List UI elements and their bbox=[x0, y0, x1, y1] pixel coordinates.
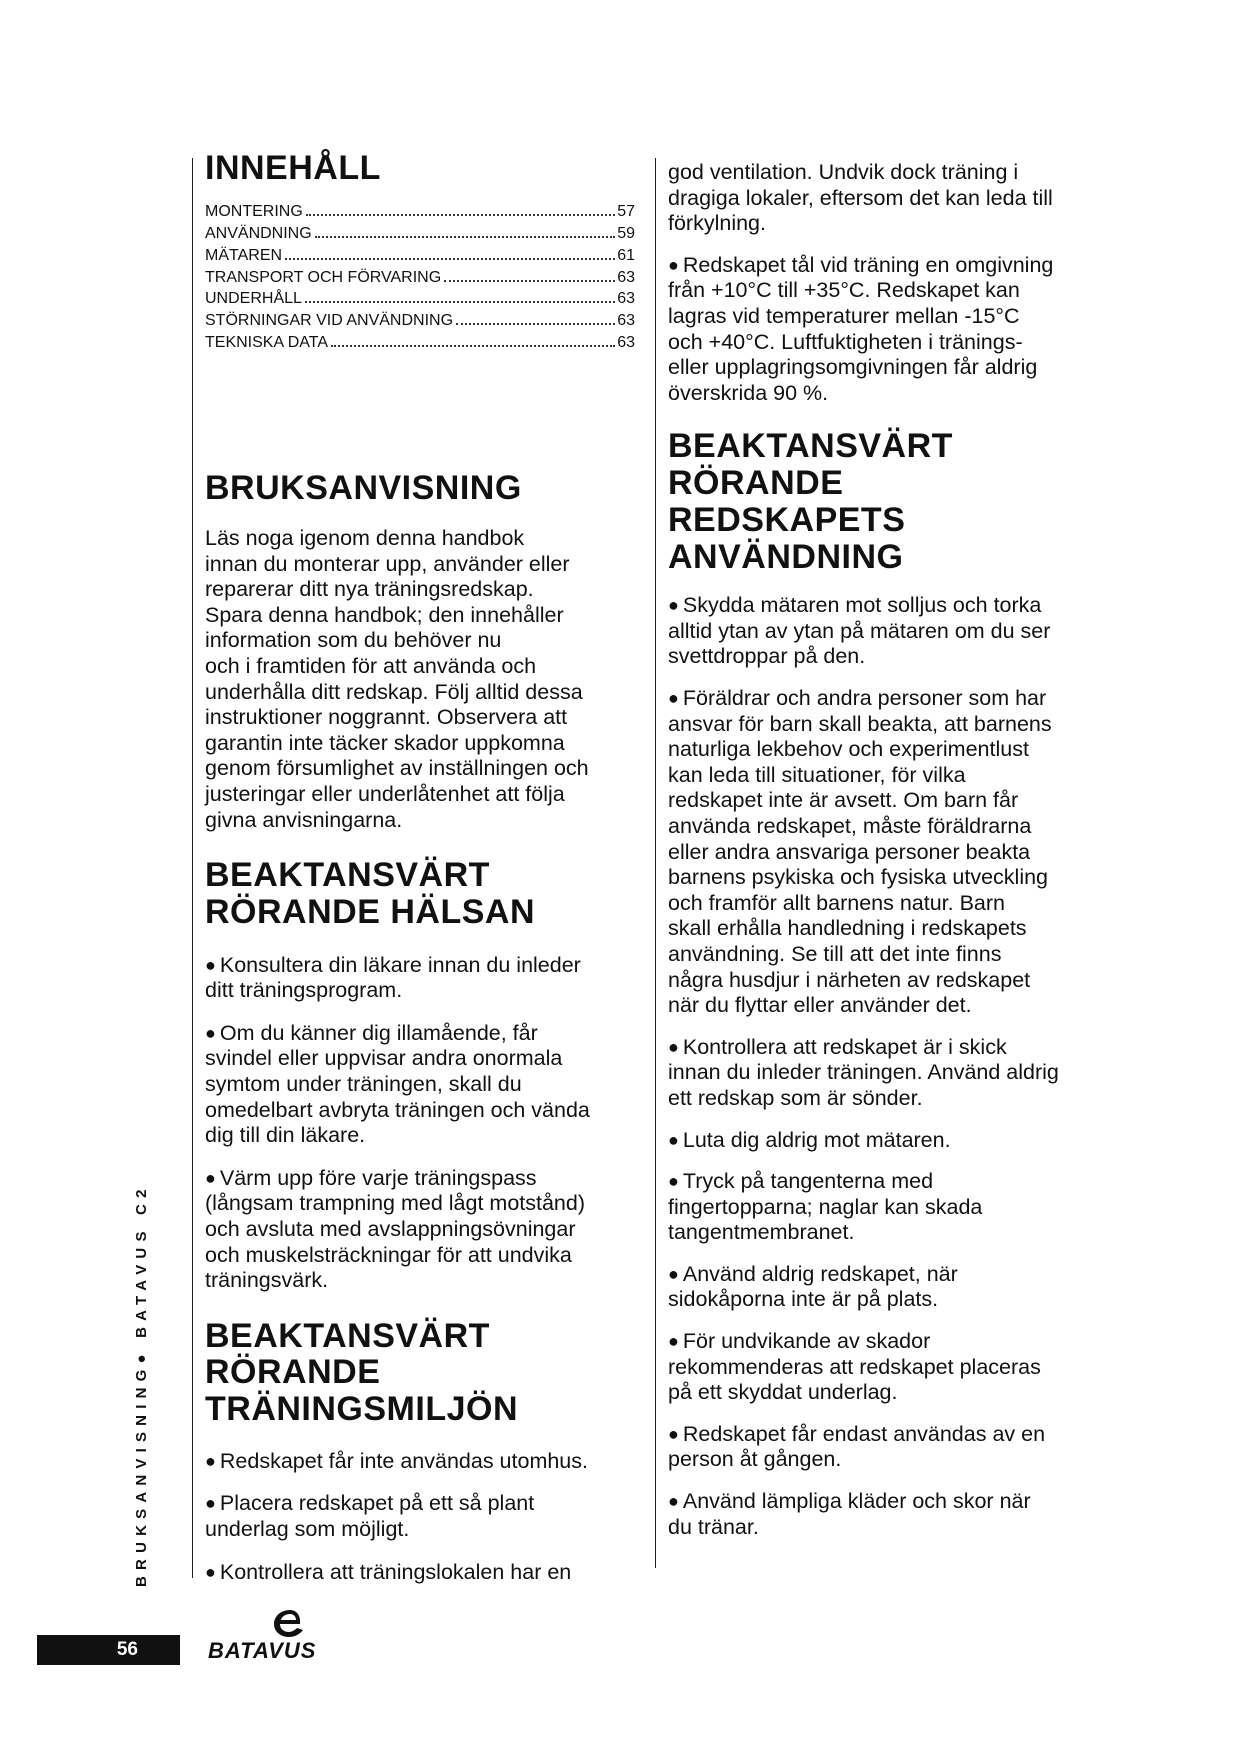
toc-entry-label: TEKNISKA DATA bbox=[205, 333, 328, 351]
bullet-line: använda redskapet, måste föräldrarna bbox=[668, 813, 1032, 838]
bullet-line: ● Redskapet får inte användas utomhus. bbox=[205, 1448, 588, 1473]
bullet-dot-icon: ● bbox=[668, 254, 679, 275]
bullet-line: innan du inleder träningen. Använd aldrig bbox=[668, 1060, 1059, 1085]
toc-dot-leader bbox=[331, 345, 615, 347]
toc-entry-page: 59 bbox=[617, 225, 635, 243]
toc-dot-leader bbox=[315, 236, 616, 238]
toc-entry-page: 63 bbox=[617, 333, 635, 351]
toc-list bbox=[205, 201, 635, 353]
text-line: god ventilation. Undvik dock träning i bbox=[668, 160, 1019, 184]
bullet-line: alltid ytan av ytan på mätaren om du ser bbox=[668, 618, 1051, 643]
bullet-line: när du flyttar eller använder det. bbox=[668, 993, 972, 1018]
text-line: RÖRANDE bbox=[668, 464, 844, 503]
bullet-line: ● Föräldrar och andra personer som har bbox=[668, 686, 1047, 710]
miljo-title bbox=[205, 1318, 635, 1428]
bullet-item bbox=[205, 1560, 635, 1586]
toc-dot-leader bbox=[305, 301, 615, 303]
text-line: RÖRANDE HÄLSAN bbox=[205, 892, 535, 931]
left-column-rule bbox=[192, 158, 193, 1578]
bullet-line: och framför allt barnens natur. Barn bbox=[668, 890, 1006, 915]
bullet-line: svindel eller uppvisar andra onormala bbox=[205, 1046, 563, 1071]
right-column bbox=[668, 160, 1113, 1540]
bullet-line: och avsluta med avslappningsövningar bbox=[205, 1216, 576, 1241]
toc-title: INNEHÅLL bbox=[205, 149, 381, 187]
text-line: underhålla ditt redskap. Följ alltid dessa bbox=[205, 679, 583, 704]
bullet-line: ● Tryck på tangenterna med bbox=[668, 1169, 934, 1194]
bullet-line: kan leda till situationer, för vilka bbox=[668, 762, 966, 787]
bullet-line: eller upplagringsomgivningen får aldrig bbox=[668, 355, 1038, 380]
bullet-line: naturliga lekbehov och experimentlust bbox=[668, 737, 1029, 762]
toc-entry-page: 63 bbox=[617, 311, 635, 329]
bullet-line: användning. Se till att det inte finns bbox=[668, 941, 1002, 966]
bullet-item bbox=[205, 953, 635, 1004]
bullet-line: ansvar för barn skall beakta, att barnens bbox=[668, 711, 1052, 736]
bullet-line: symtom under träningen, skall du bbox=[205, 1071, 522, 1096]
bruks-paragraph bbox=[205, 526, 635, 833]
side-document-title: BRUKSANVISNING● BATAVUS C2 bbox=[133, 1183, 150, 1587]
toc-entry bbox=[205, 267, 635, 289]
halsan-title bbox=[205, 857, 635, 930]
toc-entry-page: 61 bbox=[617, 246, 635, 264]
bullet-dot-icon: ● bbox=[668, 1423, 679, 1444]
toc-entry-label: STÖRNINGAR VID ANVÄNDNING bbox=[205, 311, 454, 329]
bullet-line: ● Placera redskapet på ett så plant bbox=[205, 1491, 535, 1516]
bullet-dot-icon: ● bbox=[205, 1561, 216, 1582]
bullet-item bbox=[668, 1489, 1113, 1540]
text-line: BEAKTANSVÄRT bbox=[205, 1316, 490, 1355]
bullet-line: barnens psykiska och fysiska utveckling bbox=[668, 865, 1049, 890]
bullet-line: lagras vid temperaturer mellan -15°C bbox=[668, 303, 1020, 328]
toc-entry-label: MONTERING bbox=[205, 203, 303, 221]
bullet-line: ● Konsultera din läkare innan du inleder bbox=[205, 952, 581, 977]
page-number: 56 bbox=[37, 1635, 180, 1665]
toc-dot-leader bbox=[444, 280, 615, 282]
bullet-item bbox=[205, 1166, 635, 1294]
bullet-item bbox=[205, 1449, 635, 1475]
bullet-dot-icon: ● bbox=[668, 1331, 679, 1352]
bullet-line: eller andra ansvariga personer beakta bbox=[668, 839, 1031, 864]
bullet-line: ● Redskapet tål vid träning en omgivning bbox=[668, 252, 1054, 277]
anvandning-title bbox=[668, 428, 1113, 575]
bullet-line: du tränar. bbox=[668, 1514, 759, 1539]
temperature-bullet bbox=[668, 253, 1113, 407]
bullet-item bbox=[668, 1262, 1113, 1313]
text-line: innan du monterar upp, använder eller bbox=[205, 551, 570, 576]
bullet-dot-icon: ● bbox=[668, 1036, 679, 1057]
left-column bbox=[205, 150, 635, 1585]
text-line: RÖRANDE bbox=[205, 1353, 381, 1392]
batavus-logo bbox=[208, 1606, 316, 1664]
bullet-item bbox=[205, 1491, 635, 1542]
text-line: reparerar ditt nya träningsredskap. bbox=[205, 577, 534, 602]
bullet-dot-icon: ● bbox=[668, 1129, 679, 1150]
toc-entry bbox=[205, 245, 635, 267]
bullet-line: några husdjur i närheten av redskapet bbox=[668, 967, 1031, 992]
toc-entry bbox=[205, 201, 635, 223]
halsan-bullets bbox=[205, 953, 635, 1294]
bullet-dot-icon: ● bbox=[668, 1491, 679, 1512]
text-line: Spara denna handbok; den innehåller bbox=[205, 602, 564, 627]
bullet-line: ● Om du känner dig illamående, får bbox=[205, 1020, 538, 1045]
bullet-dot-icon: ● bbox=[668, 688, 679, 708]
bullet-line: rekommenderas att redskapet placeras bbox=[668, 1354, 1041, 1379]
toc-entry-page: 63 bbox=[617, 268, 635, 286]
bullet-line: ● Redskapet får endast användas av en bbox=[668, 1421, 1046, 1446]
toc-entry-page: 63 bbox=[617, 290, 635, 308]
text-line: justeringar eller underlåtenhet att följa bbox=[205, 781, 565, 806]
text-line: och i framtiden för att använda och bbox=[205, 654, 537, 678]
batavus-logo-icon bbox=[270, 1606, 310, 1640]
bullet-item bbox=[668, 593, 1113, 670]
toc-entry-label: MÄTAREN bbox=[205, 246, 283, 264]
toc-dot-leader bbox=[306, 214, 615, 216]
bullet-line: ditt träningsprogram. bbox=[205, 978, 403, 1003]
text-line: BEAKTANSVÄRT bbox=[668, 427, 953, 466]
bullet-dot-icon: ● bbox=[668, 1171, 679, 1192]
bullet-line: svettdroppar på den. bbox=[668, 644, 866, 669]
bullet-line: redskapet inte är avsett. Om barn får bbox=[668, 788, 1019, 813]
bullet-dot-icon: ● bbox=[205, 1450, 216, 1471]
bullet-line: person åt gången. bbox=[668, 1447, 842, 1472]
bullet-line: ● Kontrollera att redskapet är i skick bbox=[668, 1034, 1007, 1059]
bullet-line: underlag som möjligt. bbox=[205, 1517, 410, 1542]
bullet-line: ● Använd lämpliga kläder och skor när bbox=[668, 1489, 1031, 1514]
toc-entry bbox=[205, 223, 635, 245]
center-column-rule bbox=[655, 158, 656, 1568]
toc-entry-label: UNDERHÅLL bbox=[205, 290, 302, 308]
bullet-dot-icon: ● bbox=[205, 1493, 216, 1514]
bullet-line: ● För undvikande av skador bbox=[668, 1329, 931, 1354]
bullet-item bbox=[668, 1169, 1113, 1246]
miljo-bullets bbox=[205, 1449, 635, 1585]
bullet-item bbox=[668, 1128, 1113, 1154]
toc-entry-page: 57 bbox=[617, 203, 635, 221]
anvandning-bullets bbox=[668, 593, 1113, 1540]
bullet-line: ● Använd aldrig redskapet, när bbox=[668, 1261, 958, 1286]
bullet-item bbox=[668, 1329, 1113, 1406]
text-line: TRÄNINGSMILJÖN bbox=[205, 1390, 518, 1429]
text-line: REDSKAPETS bbox=[668, 500, 906, 539]
text-line: Läs noga igenom denna handbok bbox=[205, 526, 525, 551]
text-line: dragiga lokaler, eftersom det kan leda till bbox=[668, 185, 1053, 210]
ventilation-paragraph bbox=[668, 160, 1113, 237]
bullet-line: ● Skydda mätaren mot solljus och torka bbox=[668, 593, 1042, 618]
bullet-line: överskrida 90 %. bbox=[668, 380, 829, 405]
bullet-line: sidokåporna inte är på plats. bbox=[668, 1287, 939, 1312]
brand-name: BATAVUS bbox=[208, 1638, 317, 1663]
bullet-dot-icon: ● bbox=[205, 1022, 216, 1043]
text-line: förkylning. bbox=[668, 211, 766, 236]
text-line: BEAKTANSVÄRT bbox=[205, 856, 490, 895]
bullet-line: skall erhålla handledning i redskapets bbox=[668, 916, 1027, 941]
text-line: garantin inte täcker skador uppkomna bbox=[205, 730, 565, 755]
toc-entry bbox=[205, 288, 635, 310]
bullet-line: fingertopparna; naglar kan skada bbox=[668, 1194, 983, 1219]
bullet-line: tangentmembranet. bbox=[668, 1220, 855, 1245]
bullet-line: (långsam trampning med lågt motstånd) bbox=[205, 1191, 586, 1216]
toc-entry bbox=[205, 332, 635, 354]
bullet-line: och muskelsträckningar för att undvika bbox=[205, 1242, 572, 1267]
text-line: givna anvisningarna. bbox=[205, 807, 403, 832]
bullet-item bbox=[668, 686, 1113, 1019]
toc-dot-leader bbox=[456, 323, 615, 325]
bullet-line: ● Luta dig aldrig mot mätaren. bbox=[668, 1127, 951, 1152]
bullet-dot-icon: ● bbox=[668, 595, 679, 616]
text-line: instruktioner noggrannt. Observera att bbox=[205, 705, 568, 730]
bullet-line: ● Värm upp före varje träningspass bbox=[205, 1165, 537, 1190]
bullet-line: träningsvärk. bbox=[205, 1268, 329, 1293]
text-line: genom försumlighet av inställningen och bbox=[205, 756, 589, 781]
bullet-line: ett redskap som är sönder. bbox=[668, 1085, 923, 1110]
bullet-item bbox=[668, 1422, 1113, 1473]
toc-dot-leader bbox=[285, 258, 615, 260]
bruks-title: BRUKSANVISNING bbox=[205, 469, 522, 508]
text-line: ANVÄNDNING bbox=[668, 537, 904, 576]
bullet-dot-icon: ● bbox=[205, 954, 216, 975]
text-line: information som du behöver nu bbox=[205, 628, 502, 653]
bullet-dot-icon: ● bbox=[668, 1263, 679, 1284]
bullet-line: och +40°C. Luftfuktigheten i tränings- bbox=[668, 329, 1023, 354]
bullet-line: på ett skyddat underlag. bbox=[668, 1380, 898, 1405]
bullet-dot-icon: ● bbox=[205, 1167, 216, 1188]
bullet-line: ● Kontrollera att träningslokalen har en bbox=[205, 1559, 572, 1584]
bullet-item bbox=[205, 1021, 635, 1149]
toc-entry bbox=[205, 310, 635, 332]
bullet-line: omedelbart avbryta träningen och vända bbox=[205, 1097, 590, 1122]
bullet-item bbox=[668, 1035, 1113, 1112]
toc-entry-label: TRANSPORT OCH FÖRVARING bbox=[205, 268, 442, 286]
bullet-line: dig till din läkare. bbox=[205, 1123, 366, 1148]
bullet-line: från +10°C till +35°C. Redskapet kan bbox=[668, 278, 1020, 303]
toc-entry-label: ANVÄNDNING bbox=[205, 225, 312, 243]
